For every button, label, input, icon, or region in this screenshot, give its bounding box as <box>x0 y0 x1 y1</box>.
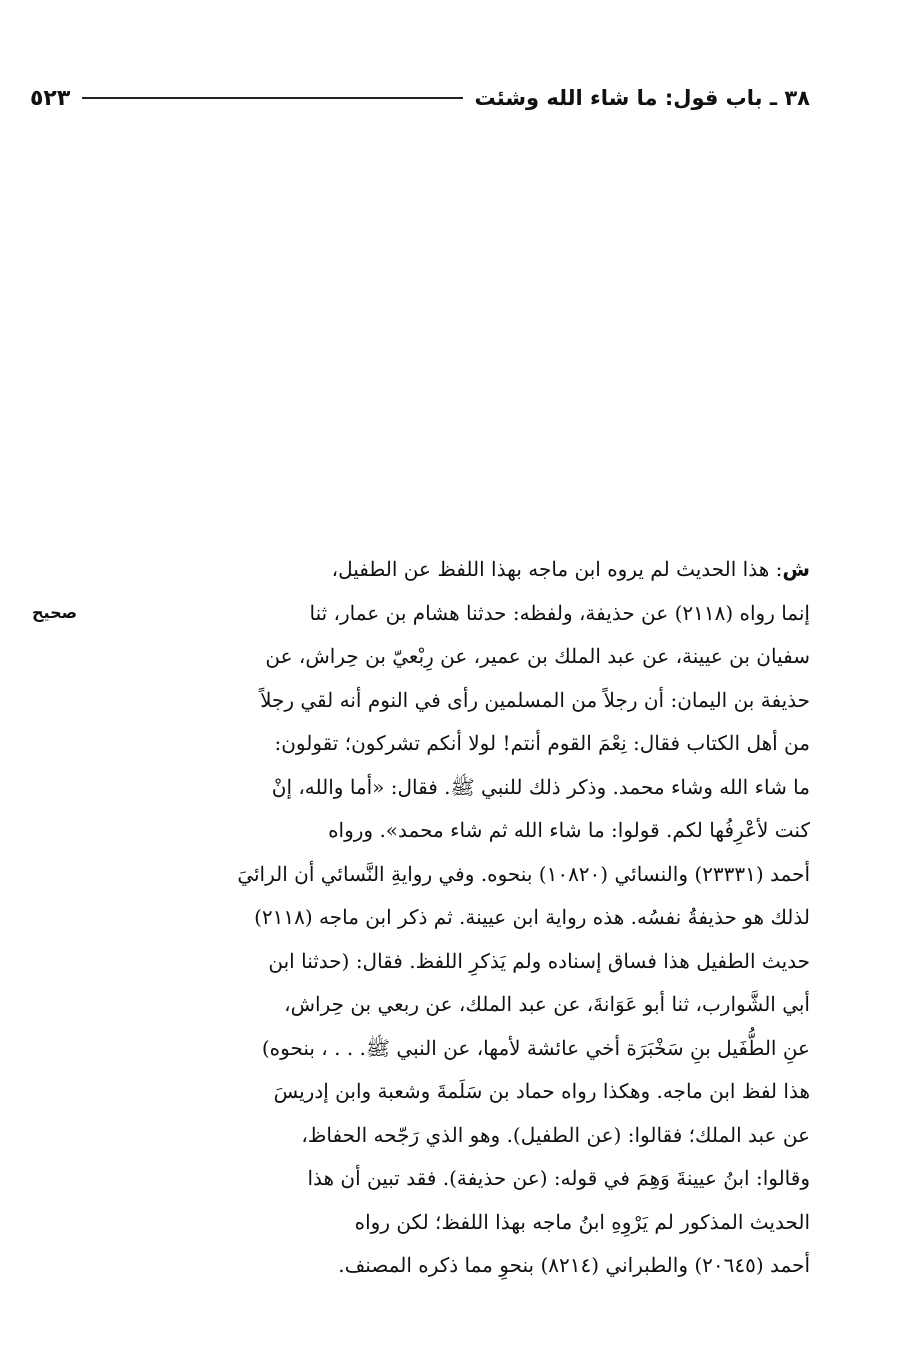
body-line: وقالوا: ابنُ عيينةَ وَهِمَ في قوله: (عن حذيفة). فقد تبين أن هذا <box>307 1166 810 1190</box>
line-text: : هذا الحديث لم يروه ابن ماجه بهذا اللفظ عن الطفيل، <box>331 557 783 581</box>
body-line: إنما رواه (٢١١٨) عن حذيفة، ولفظه: حدثنا هشام بن عمار، ثنا <box>309 600 810 625</box>
running-header <box>30 78 810 118</box>
commentary-text <box>104 548 810 1288</box>
body-line: أحمد (٢٠٦٤٥) والطبراني (٨٢١٤) بنحوِ مما ذكره المصنف. <box>338 1253 810 1277</box>
body-line: كنت لأعْرِفُها لكم. قولوا: ما شاء الله ثم شاء محمد». ورواه <box>328 818 810 842</box>
body-line: من أهل الكتاب فقال: نِعْمَ القوم أنتم! لولا أنكم تشركون؛ تقولون: <box>274 731 810 755</box>
page-number: ٥٢٣ <box>30 85 71 111</box>
grading-margin-note: صحيح <box>32 603 78 622</box>
body-line: لذلك هو حذيفةُ نفسُه. هذه رواية ابن عيينة. ثم ذكر ابن ماجه (٢١١٨) <box>254 905 810 929</box>
body-line: سفيان بن عيينة، عن عبد الملك بن عمير، عن رِبْعيّ بن حِراش، عن <box>265 644 810 668</box>
chapter-title: ٣٨ ـ باب قول: ما شاء الله وشئت <box>474 86 810 110</box>
body-line <box>104 548 810 592</box>
body-line: عنِ الطُّفَيل بنِ سَخْبَرَة أخي عائشة لأمها، عن النبي ﷺ. . . ، بنحوه) <box>261 1035 810 1060</box>
body-line: عن عبد الملك؛ فقالوا: (عن الطفيل). وهو الذي رَجّحه الحفاظ، <box>301 1122 810 1147</box>
body-line: ما شاء الله وشاء محمد. وذكر ذلك للنبي ﷺ. فقال: «أما والله، إنْ <box>271 774 810 799</box>
body-line: الحديث المذكور لم يَرْوِهِ ابنُ ماجه بهذا اللفظ؛ لكن رواه <box>354 1209 810 1234</box>
body-line: حذيفة بن اليمان: أن رجلاً من المسلمين رأى في النوم أنه لقي رجلاً <box>260 687 810 712</box>
body-line: أحمد (٢٣٣٣١) والنسائي (١٠٨٢٠) بنحوه. وفي روايةِ النَّسائي أن الرائيَ <box>237 861 810 886</box>
header-rule <box>82 97 462 99</box>
shin-label: ش <box>782 557 810 581</box>
body-line: حديث الطفيل هذا فساق إسناده ولم يَذكرِ اللفظ. فقال: (حدثنا ابن <box>268 948 810 973</box>
body-line: هذا لفظ ابن ماجه. وهكذا رواه حماد بن سَلَمةَ وشعبة وابن إدريسَ <box>273 1079 810 1103</box>
body-line: أبي الشَّوارب، ثنا أبو عَوَانةَ، عن عبد الملك، عن ربعي بن حِراش، <box>284 992 810 1016</box>
